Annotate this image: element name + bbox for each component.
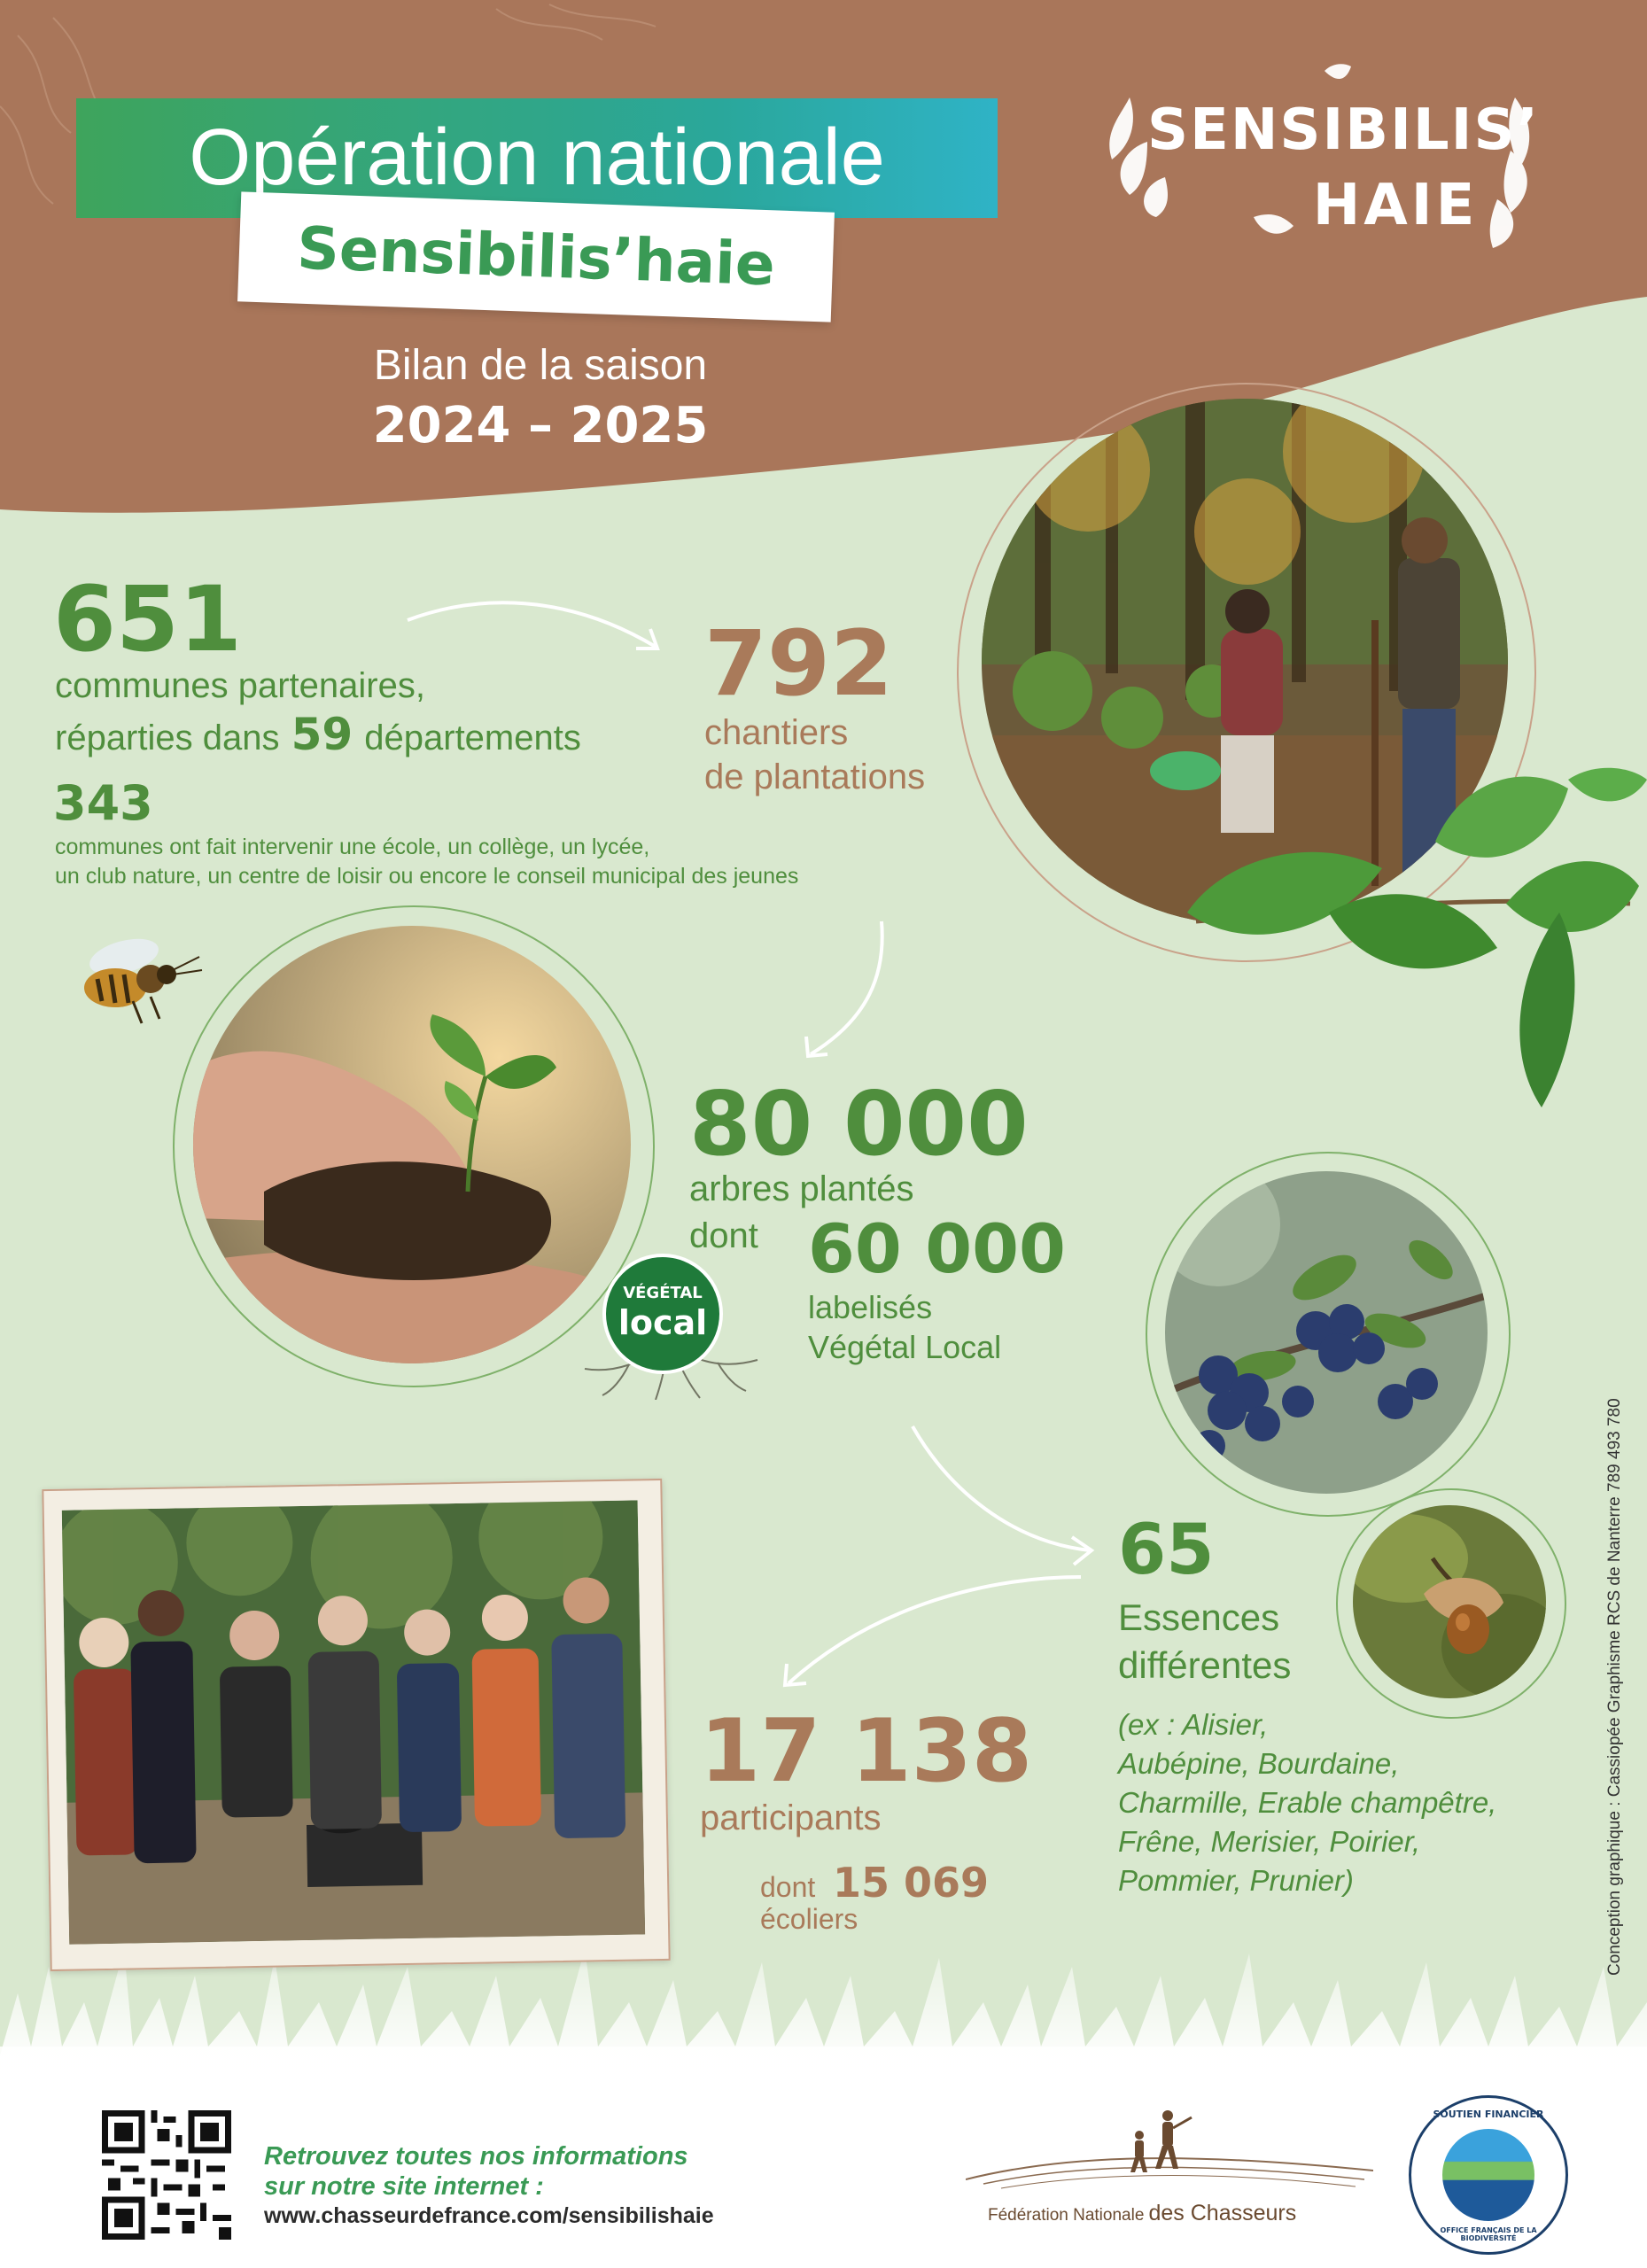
bee-illustration xyxy=(62,921,204,1028)
labelled-value: 60 000 xyxy=(808,1209,1066,1288)
fnc-name-main: des Chasseurs xyxy=(1148,2201,1297,2225)
participants-label: participants xyxy=(700,1798,882,1837)
departements-value: 59 xyxy=(291,709,353,760)
ofb-inner-circle xyxy=(1442,2129,1534,2221)
page-subtitle: Sensibilis’haie xyxy=(296,214,776,299)
communes-line1: communes partenaires, xyxy=(55,666,425,705)
communes-value: 651 xyxy=(53,567,242,672)
chantiers-line2: de plantations xyxy=(704,757,926,796)
photo-hazelnut xyxy=(1353,1505,1546,1698)
arrow-essences-to-participants xyxy=(771,1559,1090,1692)
group-photo-frame xyxy=(42,1479,670,1971)
essences-example-line: Frêne, Merisier, Poirier, xyxy=(1118,1825,1421,1858)
fnc-name xyxy=(988,2201,1296,2226)
essences-example-line: (ex : Alisier, xyxy=(1118,1708,1269,1741)
ofb-top-text: SOUTIEN FINANCIER xyxy=(1433,2109,1544,2120)
design-credit-text: Conception graphique : Cassiopée Graphisme RCS de Nanterre 789 493 780 xyxy=(1605,1398,1624,1976)
arrow-chantiers-to-arbres xyxy=(797,913,895,1063)
labelled-line1: labelisés xyxy=(808,1289,933,1325)
communes-line2 xyxy=(55,709,581,760)
season-years: 2024 – 2025 xyxy=(372,397,709,454)
vegetal-local-badge xyxy=(602,1254,723,1374)
ofb-bottom-text: OFFICE FRANÇAIS DE LA BIODIVERSITÉ xyxy=(1440,2226,1537,2242)
footer-info-line2: sur notre site internet : xyxy=(264,2172,544,2201)
group-photo xyxy=(62,1500,645,1944)
ecoliers-label: écoliers xyxy=(760,1903,858,1935)
essences-examples xyxy=(1118,1705,1496,1900)
logo-line2: HAIE xyxy=(1312,173,1479,238)
participants-value: 17 138 xyxy=(700,1701,1033,1802)
labelled-line2: Végétal Local xyxy=(808,1329,1002,1365)
essences-example-line: Pommier, Prunier) xyxy=(1118,1864,1354,1897)
photo-blackthorn-berries xyxy=(1165,1171,1488,1494)
arrow-arbres-to-essences xyxy=(904,1418,1099,1568)
badge-line1: VÉGÉTAL xyxy=(623,1284,703,1302)
logo-line1: SENSIBILIS’ xyxy=(1147,97,1540,163)
schools-value: 343 xyxy=(53,775,153,831)
leaf-branch-decoration xyxy=(1169,762,1647,1116)
ofb-seal xyxy=(1409,2095,1568,2255)
fnc-logo-icon xyxy=(966,2100,1373,2197)
schools-line1: communes ont fait intervenir une école, un collège, un lycée, xyxy=(55,835,650,859)
arbres-value: 80 000 xyxy=(689,1072,1029,1176)
arbres-dont: dont xyxy=(689,1216,758,1255)
fnc-name-pre: Fédération Nationale xyxy=(988,2206,1145,2225)
page-title: Opération nationale xyxy=(189,113,885,202)
essences-example-line: Charmille, Erable champêtre, xyxy=(1118,1786,1497,1819)
essences-line1: Essences xyxy=(1118,1596,1280,1638)
design-credit xyxy=(1605,1355,1632,1976)
qr-code[interactable] xyxy=(102,2110,231,2240)
schools-line2: un club nature, un centre de loisir ou encore le conseil municipal des jeunes xyxy=(55,864,799,889)
essences-line2: différentes xyxy=(1118,1644,1292,1686)
essences-example-line: Aubépine, Bourdaine, xyxy=(1118,1747,1400,1780)
communes-line2-pre: réparties dans xyxy=(55,718,280,757)
season-label: Bilan de la saison xyxy=(373,342,708,389)
arbres-line1: arbres plantés xyxy=(689,1169,914,1208)
photo-seedling-hands xyxy=(193,926,631,1363)
essences-value: 65 xyxy=(1118,1511,1215,1590)
website-link[interactable]: www.chasseurdefrance.com/sensibilishaie xyxy=(264,2203,714,2228)
footer-info-line1: Retrouvez toutes nos informations xyxy=(264,2142,688,2171)
arrow-communes-to-chantiers xyxy=(399,585,673,664)
participants-dont: dont xyxy=(760,1871,816,1903)
chantiers-line1: chantiers xyxy=(704,713,849,752)
communes-line2-post: départements xyxy=(364,718,581,757)
chantiers-value: 792 xyxy=(704,611,893,717)
ecoliers-value: 15 069 xyxy=(833,1859,990,1907)
badge-line2: local xyxy=(618,1303,708,1342)
sensibilis-haie-logo xyxy=(1094,62,1555,275)
